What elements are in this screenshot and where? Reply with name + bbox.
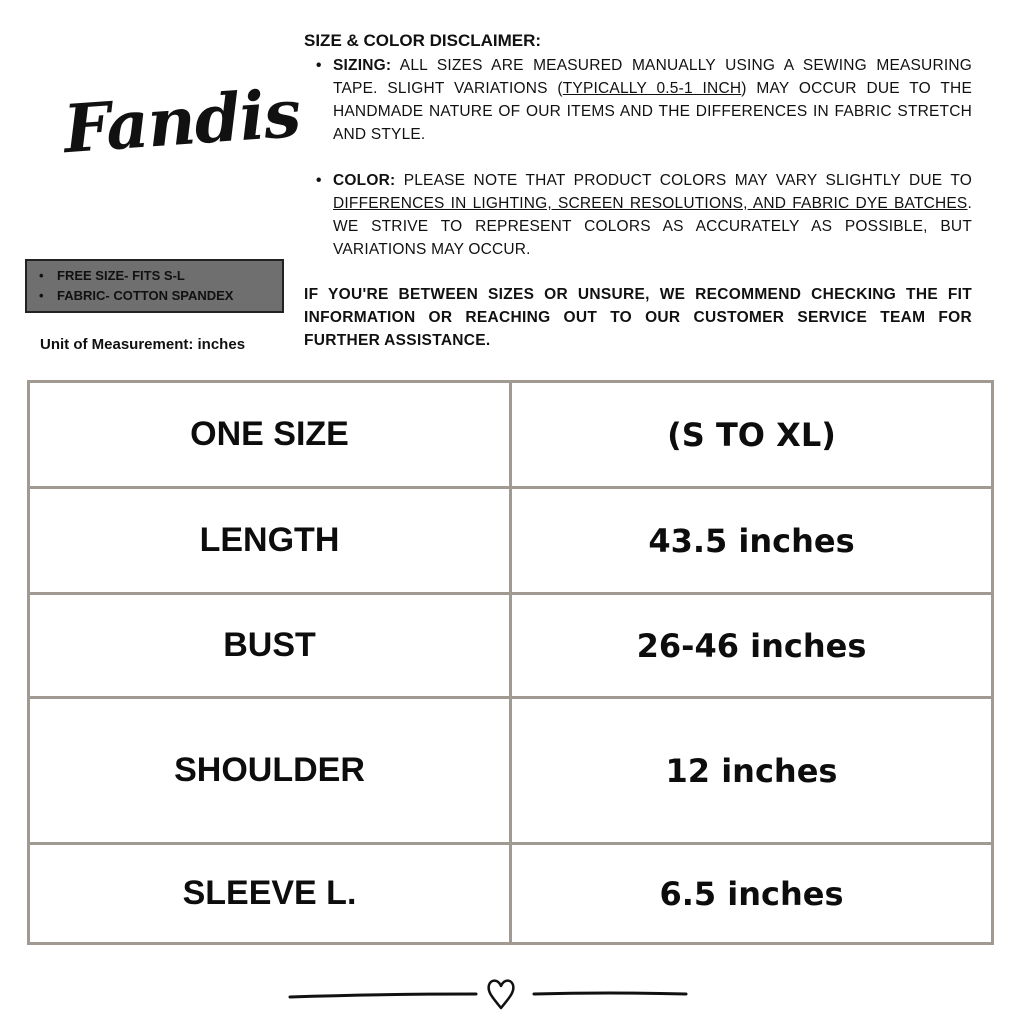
table-row <box>29 698 993 844</box>
fit-advice: IF YOU'RE BETWEEN SIZES OR UNSURE, WE RECOMMEND CHECKING THE FIT INFORMATION OR REACHING OUT TO OUR CUSTOMER SERVICE TEAM FOR FURTHER ASSISTANCE. <box>304 286 972 349</box>
color-text-before: PLEASE NOTE THAT PRODUCT COLORS MAY VARY SLIGHTLY DUE TO <box>395 172 972 189</box>
brand-logo-text: Fandis <box>61 73 303 169</box>
sizing-text-before: ALL SIZES ARE MEASURED MANUALLY USING A SEWING MEASURING TAPE. SLIGHT VARIATIONS ( <box>333 57 972 97</box>
size-label-cell: SHOULDER <box>29 698 511 844</box>
color-underlined: DIFFERENCES IN LIGHTING, SCREEN RESOLUTIONS, AND FABRIC DYE BATCHES <box>333 195 968 212</box>
sizing-text-after: ) MAY OCCUR DUE TO THE HANDMADE NATURE OF OUR ITEMS AND THE DIFFERENCES IN FABRIC STRETCH AND STYLE. <box>333 80 972 143</box>
size-label-cell: LENGTH <box>29 488 511 594</box>
size-label-cell: BUST <box>29 594 511 698</box>
product-info-list <box>37 266 274 306</box>
size-value-cell: 6.5 inches <box>511 844 993 944</box>
disclaimer-title: SIZE & COLOR DISCLAIMER: <box>304 31 542 50</box>
decorative-divider <box>288 968 688 1018</box>
disclaimer-section <box>304 30 972 352</box>
table-row <box>29 594 993 698</box>
divider-line-left <box>290 994 476 997</box>
table-row <box>29 488 993 594</box>
product-info-fabric: • FABRIC- COTTON SPANDEX <box>37 286 274 306</box>
unit-of-measurement: Unit of Measurement: inches <box>40 336 246 353</box>
size-label-cell: SLEEVE L. <box>29 844 511 944</box>
table-row <box>29 844 993 944</box>
sizing-underlined: TYPICALLY 0.5-1 INCH <box>562 80 742 97</box>
size-label-cell: ONE SIZE <box>29 382 511 488</box>
color-text-after: . WE STRIVE TO REPRESENT COLORS AS ACCURATELY AS POSSIBLE, BUT VARIATIONS MAY OCCUR. <box>333 195 972 258</box>
size-value-cell: 12 inches <box>511 698 993 844</box>
heart-icon <box>489 981 514 1008</box>
divider-line-right <box>534 993 686 994</box>
color-label: COLOR: <box>333 172 396 189</box>
size-value-cell: 26-46 inches <box>511 594 993 698</box>
product-info-box <box>25 259 284 313</box>
disclaimer-sizing <box>304 54 972 146</box>
size-value-cell: (S TO XL) <box>511 382 993 488</box>
size-value-cell: 43.5 inches <box>511 488 993 594</box>
disclaimer-color <box>304 169 972 261</box>
table-row <box>29 382 993 488</box>
product-info-size: • FREE SIZE- FITS S-L <box>37 266 274 286</box>
sizing-label: SIZING: <box>333 57 392 74</box>
brand-logo <box>60 73 303 178</box>
size-chart-table <box>27 380 994 945</box>
